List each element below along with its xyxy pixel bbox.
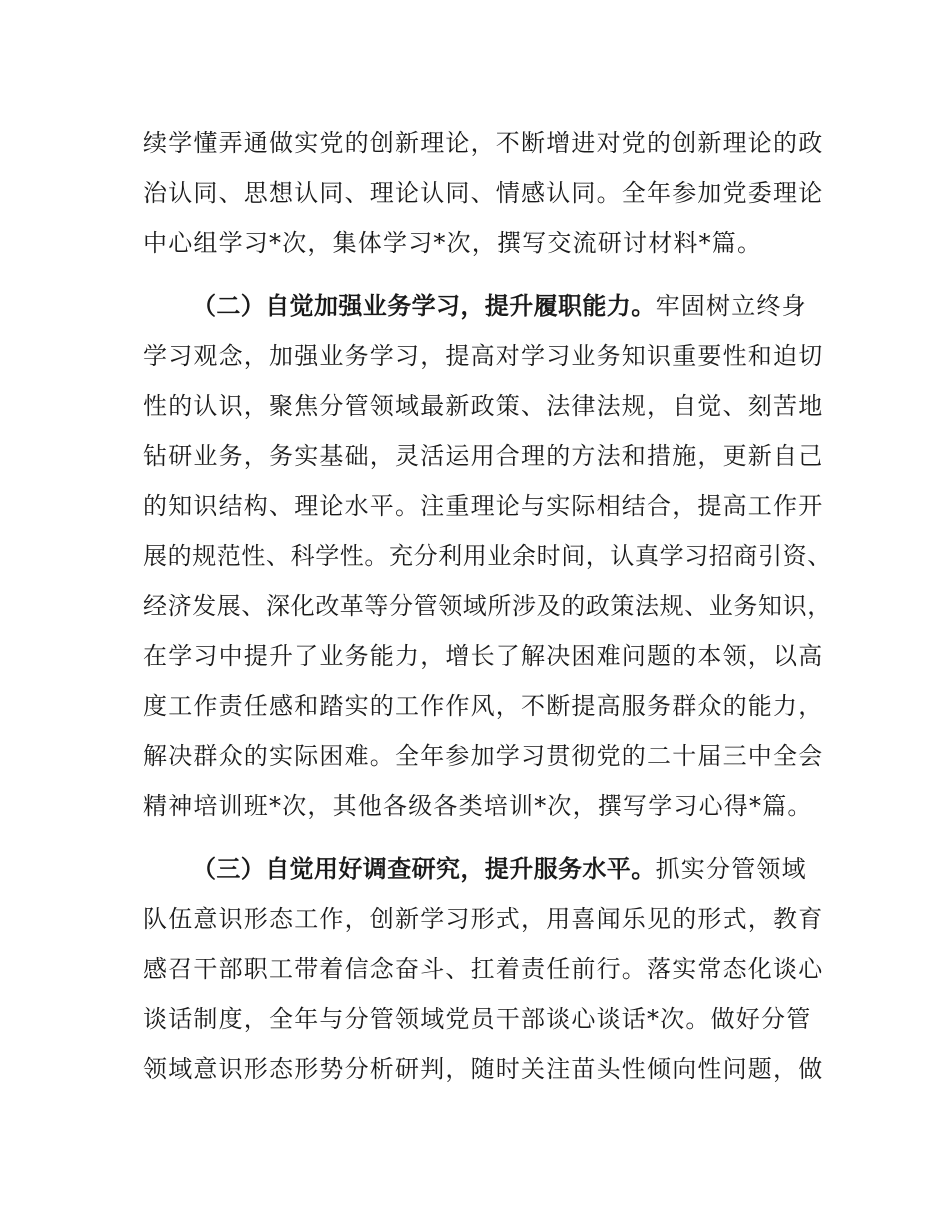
paragraph3-line-2: 队伍意识形态工作，创新学习形式，用喜闻乐见的形式，教育	[143, 905, 824, 933]
paragraph3-line-3: 感召干部职工带着信念奋斗、扛着责任前行。落实常态化谈心	[143, 955, 824, 983]
paragraph2-line-11: 精神培训班*次，其他各级各类培训*次，撰写学习心得*篇。	[143, 792, 813, 820]
paragraph2-line-9: 度工作责任感和踏实的工作作风，不断提高服务群众的能力，	[143, 692, 824, 720]
paragraph2-line-3: 性的认识，聚焦分管领域最新政策、法律法规，自觉、刻苦地	[143, 392, 824, 420]
paragraph3-first-line	[192, 854, 807, 884]
paragraph3-line-5: 领域意识形态形势分析研判，随时关注苗头性倾向性问题，做	[143, 1055, 824, 1083]
paragraph2-heading: （二）自觉加强业务学习，提升履职能力。	[192, 292, 656, 320]
paragraph1-line-2: 治认同、思想认同、理论认同、情感认同。全年参加党委理论	[143, 179, 824, 207]
paragraph2-line-8: 在学习中提升了业务能力，增长了解决困难问题的本领，以高	[143, 642, 824, 670]
paragraph1-line-1: 续学懂弄通做实党的创新理论，不断增进对党的创新理论的政	[143, 129, 824, 157]
paragraph3-line-4: 谈话制度，全年与分管领域党员干部谈心谈话*次。做好分管	[143, 1005, 812, 1033]
paragraph1-line-3: 中心组学习*次，集体学习*次，撰写交流研讨材料*篇。	[143, 229, 763, 257]
paragraph2-line-7: 经济发展、深化改革等分管领域所涉及的政策法规、业务知识，	[143, 592, 832, 620]
paragraph3-heading: （三）自觉用好调查研究，提升服务水平。	[192, 855, 656, 883]
paragraph3-first-line-rest: 抓实分管领域	[655, 855, 807, 883]
paragraph2-line-4: 钻研业务，务实基础，灵活运用合理的方法和措施，更新自己	[143, 442, 824, 470]
paragraph2-first-line	[192, 291, 807, 321]
paragraph2-line-5: 的知识结构、理论水平。注重理论与实际相结合，提高工作开	[143, 492, 824, 520]
paragraph2-line-2: 学习观念，加强业务学习，提高对学习业务知识重要性和迫切	[143, 342, 824, 370]
paragraph2-line-6: 展的规范性、科学性。充分利用业余时间，认真学习招商引资、	[143, 542, 832, 570]
paragraph2-first-line-rest: 牢固树立终身	[655, 292, 807, 320]
paragraph2-line-10: 解决群众的实际困难。全年参加学习贯彻党的二十届三中全会	[143, 742, 824, 770]
